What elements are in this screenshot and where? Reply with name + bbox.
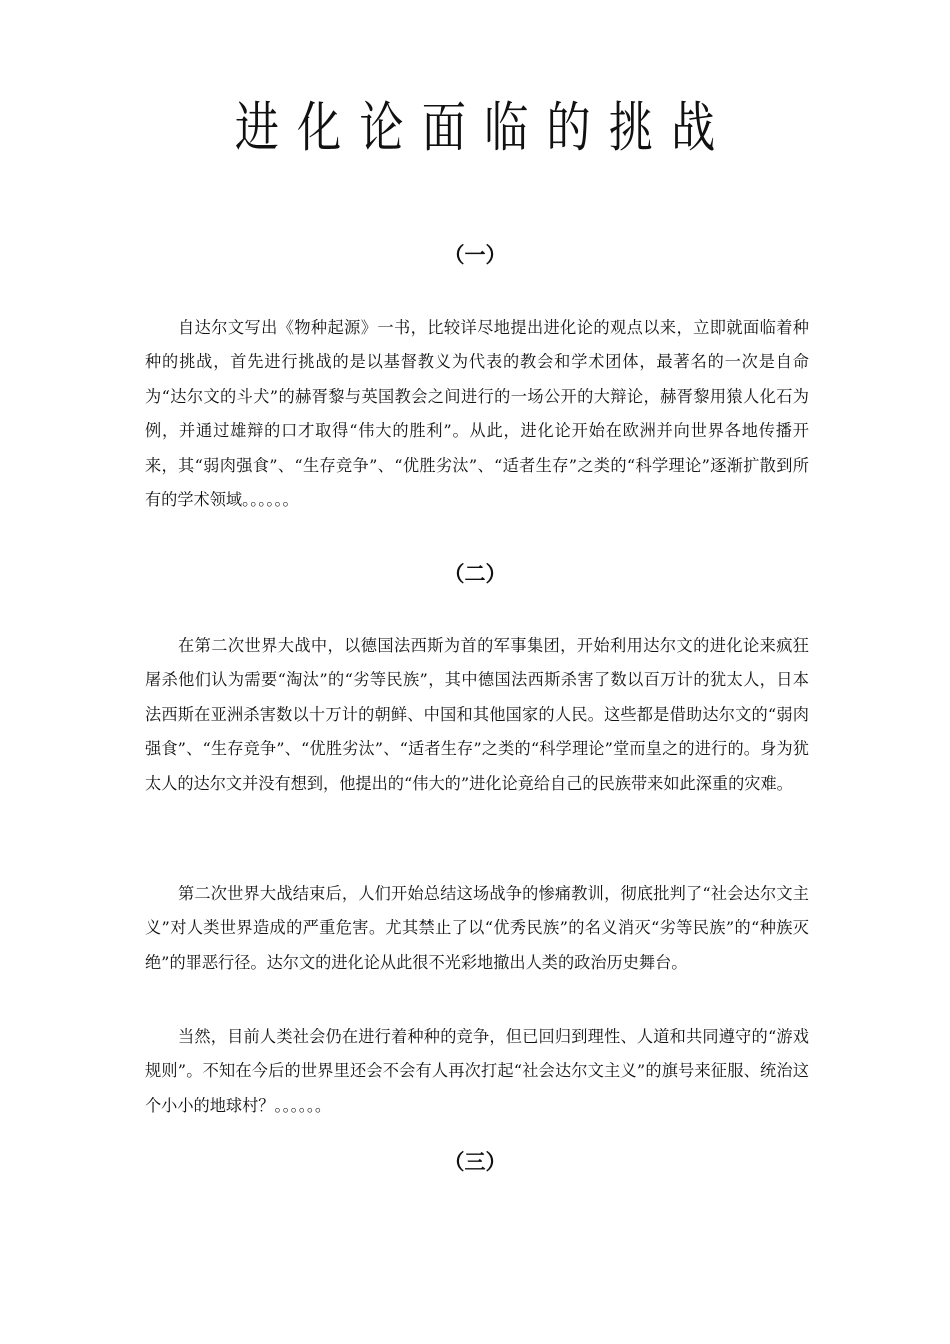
paragraph-2-2: 第二次世界大战结束后，人们开始总结这场战争的惨痛教训，彻底批判了“社会达尔文主义”对人类世界造成的严重危害。尤其禁止了以“优秀民族”的名义消灭“劣等民族”的“种族灭绝”的罪恶行径。达尔文的进化论从此很不光彩地撤出人类的政治历史舞台。 xyxy=(145,884,809,972)
paragraph-2-1: 在第二次世界大战中，以德国法西斯为首的军事集团，开始利用达尔文的进化论来疯狂屠杀他们认为需要“淘汰”的“劣等民族”，其中德国法西斯杀害了数以百万计的犹太人，日本法西斯在亚洲杀害数以十万计的朝鲜、中国和其他国家的人民。这些都是借助达尔文的“弱肉强食”、“生存竞争”、“优胜劣汰”、“适者生存”之类的“科学理论”堂而皇之的进行的。身为犹太人的达尔文并没有想到，他提出的“伟大的”进化论竟给自己的民族带来如此深重的灾难。 xyxy=(145,636,809,793)
paragraph-2-3: 当然，目前人类社会仍在进行着种种的竞争，但已回归到理性、人道和共同遵守的“游戏规则”。不知在今后的世界里还会不会有人再次打起“社会达尔文主义”的旗号来征服、统治这个小小的地球村？。。。。。。 xyxy=(145,1027,809,1115)
paragraph-1-1: 自达尔文写出《物种起源》一书，比较详尽地提出进化论的观点以来，立即就面临着种种的挑战，首先进行挑战的是以基督教义为代表的教会和学术团体，最著名的一次是自命为“达尔文的斗犬”的赫胥黎与英国教会之间进行的一场公开的大辩论，赫胥黎用猿人化石为例，并通过雄辩的口才取得“伟大的胜利”。从此，进化论开始在欧洲并向世界各地传播开来，其“弱肉强食”、“生存竞争”、“优胜劣汰”、“适者生存”之类的“科学理论”逐渐扩散到所有的学术领域。。。。。。 xyxy=(145,318,809,510)
section-heading-1: （一） xyxy=(443,242,507,267)
section-heading-2: （二） xyxy=(443,561,507,586)
document-title: 进化论面临的挑战 xyxy=(234,96,734,159)
section-heading-3: （三） xyxy=(443,1149,507,1174)
